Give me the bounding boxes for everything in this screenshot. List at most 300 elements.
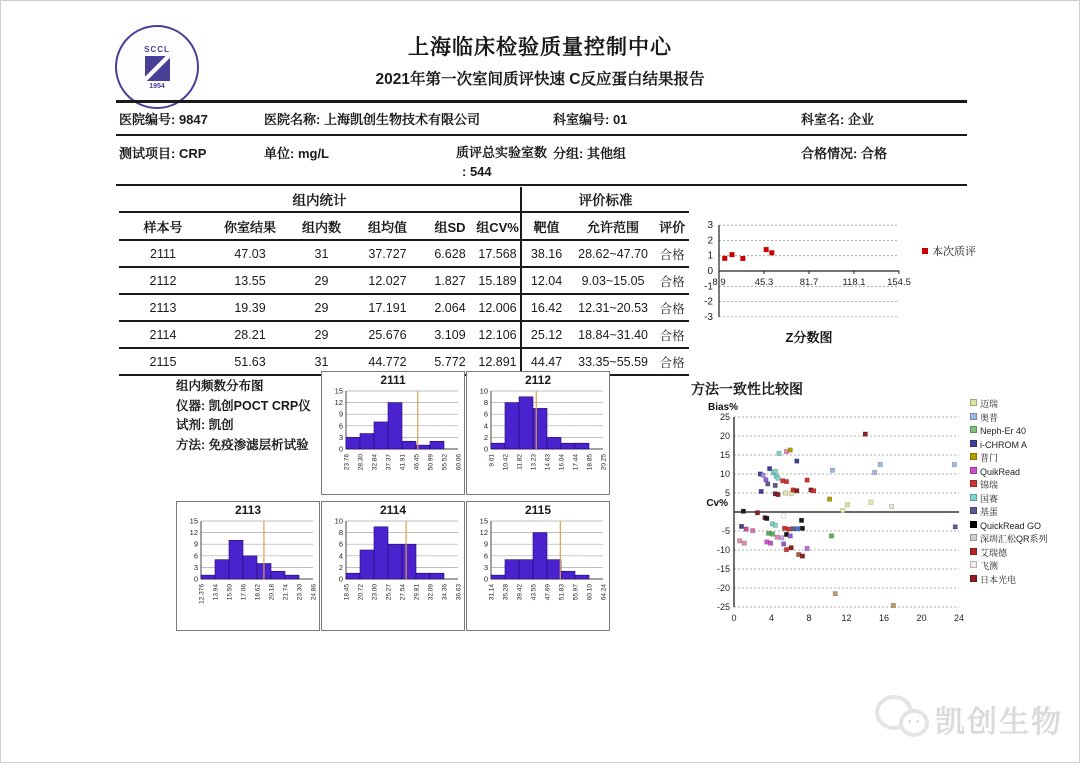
table-row — [119, 321, 689, 348]
svg-text:10: 10 — [719, 469, 730, 479]
method-point — [781, 514, 785, 518]
legend-label: 锦瑞 — [980, 480, 999, 490]
histogram-bar — [561, 443, 575, 449]
svg-text:16: 16 — [878, 613, 890, 623]
method-point — [788, 534, 792, 538]
svg-text:18.62: 18.62 — [254, 584, 262, 601]
method-point — [830, 468, 834, 472]
zscore-chart — [694, 209, 1004, 364]
info-test-item: 测试项目: CRP — [119, 146, 207, 161]
histogram-bar — [271, 571, 285, 579]
svg-text:15: 15 — [334, 387, 343, 396]
svg-text:6: 6 — [483, 409, 488, 419]
svg-text:3: 3 — [338, 432, 343, 442]
table-column-header: 评价 — [655, 212, 689, 240]
legend-item — [970, 413, 1054, 425]
svg-text:47.69: 47.69 — [544, 584, 552, 601]
table-cell: 25.676 — [350, 321, 425, 348]
table-cell: 29 — [293, 267, 350, 294]
zscore-point — [764, 247, 769, 252]
method-point — [833, 592, 837, 596]
svg-text:12.376: 12.376 — [198, 584, 206, 604]
svg-text:-3: -3 — [704, 311, 713, 323]
svg-text:10: 10 — [479, 387, 488, 396]
svg-text:17.44: 17.44 — [572, 454, 580, 471]
method-point — [800, 554, 804, 558]
table-column-header: 组均值 — [350, 212, 425, 240]
watermark-text: 凯创生物 — [935, 706, 1063, 739]
legend-item — [970, 507, 1054, 519]
svg-text:51.83: 51.83 — [558, 584, 566, 601]
svg-text:3: 3 — [707, 220, 713, 232]
histogram-bar — [547, 437, 561, 449]
svg-text:2: 2 — [338, 562, 343, 572]
method-point — [741, 509, 745, 513]
svg-text:23.30: 23.30 — [296, 584, 304, 601]
method-point — [784, 547, 788, 551]
legend-label: 国赛 — [980, 493, 999, 504]
legend-marker-icon — [970, 561, 977, 568]
method-point — [863, 432, 867, 436]
wechat-logo-icon — [873, 689, 931, 745]
svg-text:21.74: 21.74 — [282, 584, 290, 601]
histogram-title: 2113 — [234, 503, 262, 517]
method-point — [776, 476, 780, 480]
svg-text:13.94: 13.94 — [212, 584, 220, 601]
svg-text:8: 8 — [338, 528, 343, 538]
table-cell: 19.39 — [207, 294, 293, 321]
legend-label: 深圳汇松QR系列 — [980, 534, 1048, 544]
histogram-bar — [374, 527, 388, 579]
method-point — [764, 478, 768, 482]
svg-text:8: 8 — [806, 613, 812, 623]
table-cell: 18.84~31.40 — [571, 321, 655, 348]
svg-text:60.10: 60.10 — [586, 584, 594, 601]
table-cell: 29 — [293, 294, 350, 321]
svg-text:11.82: 11.82 — [516, 454, 524, 470]
legend-label: Neph-Er 40 — [980, 426, 1027, 436]
svg-text:12: 12 — [479, 528, 488, 538]
org-logo-year: 1954 — [149, 82, 165, 90]
legend-marker-icon — [970, 480, 977, 487]
method-point — [739, 524, 743, 528]
histogram-bar — [505, 403, 519, 449]
histogram-bar — [491, 443, 505, 449]
report-title: 上海临床检验质量控制中心 — [408, 36, 672, 59]
svg-text:31.14: 31.14 — [488, 584, 496, 601]
divider-line — [116, 134, 967, 136]
method-point — [781, 542, 785, 546]
histogram-bar — [402, 441, 416, 449]
table-cell: 16.42 — [521, 294, 571, 321]
legend-marker-icon — [970, 440, 977, 447]
report-subtitle: 2021年第一次室间质评快速 C反应蛋白结果报告 — [375, 71, 705, 88]
method-point — [773, 469, 777, 473]
info-lab-count-label: 质评总实验室数 — [456, 145, 548, 160]
svg-text:6: 6 — [483, 551, 488, 561]
histogram-bar — [491, 575, 505, 579]
method-comparison-chart — [694, 399, 1054, 634]
histogram-svg — [322, 387, 462, 495]
histogram-bar — [285, 575, 299, 579]
table-cell: 12.027 — [350, 267, 425, 294]
svg-text:6: 6 — [338, 539, 343, 549]
legend-label: QuickRead GO — [980, 520, 1042, 531]
svg-text:24.86: 24.86 — [310, 584, 317, 601]
method-point — [742, 541, 746, 545]
table-cell: 15.189 — [475, 267, 521, 294]
table-cell: 13.55 — [207, 267, 293, 294]
svg-text:9: 9 — [483, 539, 488, 549]
divider-line — [116, 184, 967, 186]
svg-text:0: 0 — [483, 574, 488, 584]
table-row — [119, 294, 689, 321]
qc-table-body — [119, 240, 689, 375]
table-cell: 合格 — [655, 348, 689, 375]
histogram-bar — [229, 540, 243, 579]
svg-text:154.5: 154.5 — [887, 277, 911, 288]
legend-marker-icon — [970, 521, 977, 528]
svg-text:2: 2 — [707, 235, 713, 247]
histogram-title: 2112 — [524, 373, 552, 387]
histogram-bar — [388, 403, 402, 449]
svg-text:10: 10 — [334, 517, 343, 526]
legend-marker-icon — [970, 426, 977, 433]
method-point — [841, 508, 845, 512]
histogram-bar — [575, 443, 589, 449]
svg-text:10.42: 10.42 — [502, 454, 510, 471]
method-point — [795, 489, 799, 493]
method-point — [789, 546, 793, 550]
histogram-bar — [346, 573, 360, 579]
method-point — [744, 527, 748, 531]
svg-text:46.45: 46.45 — [413, 454, 421, 471]
info-dept-name: 科室名: 企业 — [801, 112, 874, 127]
method-point — [777, 451, 781, 455]
svg-text:37.37: 37.37 — [385, 454, 393, 471]
svg-text:13.23: 13.23 — [530, 454, 538, 471]
table-cell: 25.12 — [521, 321, 571, 348]
table-cell: 17.191 — [350, 294, 425, 321]
table-row — [119, 267, 689, 294]
method-point — [783, 491, 787, 495]
table-cell: 37.727 — [350, 240, 425, 267]
legend-marker-icon — [970, 507, 977, 514]
legend-marker-icon — [970, 548, 977, 555]
histogram-bar — [388, 544, 402, 579]
svg-text:15: 15 — [189, 517, 198, 526]
histogram-svg — [322, 517, 462, 631]
table-cell: 12.106 — [475, 321, 521, 348]
table-cell: 51.63 — [207, 348, 293, 375]
method-chart-svg — [694, 399, 966, 629]
legend-item — [970, 440, 1054, 452]
svg-text:60.06: 60.06 — [455, 454, 462, 471]
freq-info-line: 试剂: 凯创 — [176, 418, 234, 432]
table-cell: 44.47 — [521, 348, 571, 375]
legend-marker-icon — [922, 248, 928, 254]
legend-item — [970, 561, 1054, 573]
table-cell: 12.891 — [475, 348, 521, 375]
svg-text:-20: -20 — [716, 583, 730, 593]
method-point — [791, 527, 795, 531]
method-point — [805, 478, 809, 482]
svg-text:-1: -1 — [704, 281, 713, 293]
svg-text:18.85: 18.85 — [586, 454, 594, 471]
svg-text:0: 0 — [731, 613, 737, 623]
histogram-bar — [430, 573, 444, 579]
info-dept-id: 科室编号: 01 — [553, 112, 628, 127]
method-point — [889, 504, 893, 508]
info-hospital-name: 医院名称: 上海凯创生物技术有限公司 — [264, 112, 480, 127]
svg-text:9: 9 — [338, 409, 343, 419]
svg-text:0: 0 — [338, 574, 343, 584]
legend-item — [970, 467, 1054, 479]
method-point — [784, 479, 788, 483]
svg-text:15: 15 — [479, 517, 488, 526]
freq-info-line: 方法: 免疫渗滤层析试验 — [176, 437, 309, 452]
zscore-legend-label: 本次质评 — [932, 246, 976, 258]
method-point — [773, 483, 777, 487]
table-cell: 合格 — [655, 240, 689, 267]
histogram-title: 2115 — [524, 503, 552, 517]
table-cell: 47.03 — [207, 240, 293, 267]
svg-text:12: 12 — [189, 528, 198, 538]
svg-text:4: 4 — [768, 613, 775, 623]
chat-bubble-icon — [899, 709, 929, 737]
method-point — [872, 470, 876, 474]
table-cell: 合格 — [655, 321, 689, 348]
method-point — [737, 539, 741, 543]
table-column-header-row — [119, 212, 689, 240]
histogram-2114 — [321, 501, 465, 631]
table-row — [119, 240, 689, 267]
histogram-bar — [201, 575, 215, 579]
legend-label: 基蛋 — [980, 507, 999, 517]
method-point — [805, 546, 809, 550]
histogram-bar — [561, 571, 575, 579]
histogram-bar — [243, 556, 257, 579]
legend-marker-icon — [970, 399, 977, 406]
svg-text:0: 0 — [707, 266, 713, 277]
legend-marker-icon — [970, 453, 977, 460]
svg-text:20: 20 — [916, 613, 927, 623]
table-cell: 38.16 — [521, 240, 571, 267]
svg-text:118.1: 118.1 — [842, 277, 866, 288]
table-column-header: 组CV% — [475, 212, 521, 240]
method-point — [869, 500, 873, 504]
method-point — [770, 532, 774, 536]
table-cell: 2114 — [119, 321, 207, 348]
divider-line — [116, 100, 967, 103]
table-cell: 9.03~15.05 — [571, 267, 655, 294]
table-cell: 28.21 — [207, 321, 293, 348]
histogram-svg — [467, 387, 607, 495]
method-y0label: Cv% — [706, 498, 728, 509]
legend-marker-icon — [970, 413, 977, 420]
svg-text:32.09: 32.09 — [427, 584, 435, 601]
svg-text:35.28: 35.28 — [502, 584, 510, 601]
method-point — [827, 497, 831, 501]
svg-text:-5: -5 — [721, 526, 730, 536]
legend-marker-icon — [970, 494, 977, 501]
method-point — [799, 518, 803, 522]
legend-label: QuikRead — [980, 466, 1021, 477]
table-cell: 5.772 — [425, 348, 475, 375]
legend-item — [970, 521, 1054, 533]
method-point — [773, 523, 777, 527]
svg-text:39.42: 39.42 — [516, 584, 524, 601]
table-cell: 17.568 — [475, 240, 521, 267]
svg-text:20.25: 20.25 — [600, 454, 607, 471]
method-point — [766, 482, 770, 486]
method-point — [878, 462, 882, 466]
table-cell: 3.109 — [425, 321, 475, 348]
table-cell: 合格 — [655, 267, 689, 294]
svg-text:4: 4 — [483, 421, 488, 431]
method-chart-legend — [970, 399, 1054, 588]
method-point — [796, 527, 800, 531]
svg-text:1: 1 — [707, 250, 713, 262]
info-hospital-id: 医院编号: 9847 — [119, 112, 208, 127]
histogram-svg — [467, 517, 607, 631]
zscore-chart-svg — [694, 209, 1004, 364]
svg-text:32.84: 32.84 — [371, 454, 379, 471]
method-point — [788, 448, 792, 452]
method-point — [952, 462, 956, 466]
method-point — [768, 541, 772, 545]
table-column-header: 组SD — [425, 212, 475, 240]
svg-text:23.00: 23.00 — [371, 584, 379, 601]
info-unit: 单位: mg/L — [264, 146, 329, 161]
svg-text:14.63: 14.63 — [544, 454, 552, 471]
histogram-bar — [416, 573, 430, 579]
svg-text:8.9: 8.9 — [712, 277, 726, 288]
table-cell: 2.064 — [425, 294, 475, 321]
method-chart-title: 方法一致性比较图 — [691, 381, 803, 397]
histogram-title: 2114 — [379, 503, 407, 517]
legend-marker-icon — [970, 467, 977, 474]
histogram-bar — [519, 397, 533, 449]
method-point — [829, 534, 833, 538]
svg-text:25.27: 25.27 — [385, 584, 393, 601]
method-point — [751, 528, 755, 532]
table-group-header: 组内统计 — [119, 187, 521, 212]
svg-text:43.55: 43.55 — [530, 584, 538, 601]
table-cell: 合格 — [655, 294, 689, 321]
svg-text:28.30: 28.30 — [357, 454, 365, 471]
table-group-header: 评价标准 — [521, 187, 689, 212]
svg-text:-15: -15 — [716, 564, 730, 574]
table-column-header: 样本号 — [119, 212, 207, 240]
svg-text:16.04: 16.04 — [558, 454, 566, 471]
svg-text:20: 20 — [719, 431, 730, 441]
zscore-point — [729, 252, 734, 257]
table-cell: 33.35~55.59 — [571, 348, 655, 375]
table-column-header: 靶值 — [521, 212, 571, 240]
watermark — [873, 687, 1073, 751]
histogram-bar — [374, 422, 388, 449]
svg-text:3: 3 — [483, 562, 488, 572]
legend-label: 奥普 — [980, 412, 999, 423]
qc-table-head — [119, 187, 689, 240]
table-cell: 31 — [293, 348, 350, 375]
method-chart-plot — [694, 399, 966, 634]
freq-info-line: 组内频数分布图 — [176, 379, 264, 393]
svg-text:41.91: 41.91 — [399, 454, 407, 471]
histogram-2111 — [321, 371, 465, 495]
svg-text:29.81: 29.81 — [413, 584, 421, 601]
org-logo-acronym: SCCL — [144, 44, 170, 54]
histogram-bar — [360, 434, 374, 449]
svg-text:6: 6 — [338, 421, 343, 431]
histogram-bar — [533, 408, 547, 449]
histogram-title: 2111 — [380, 373, 406, 387]
freq-info-line: 仪器: 凯创POCT CRP仪 — [176, 398, 311, 413]
freq-distribution-info — [176, 377, 336, 455]
svg-text:34.36: 34.36 — [441, 584, 449, 601]
method-point — [776, 492, 780, 496]
svg-text:17.06: 17.06 — [240, 584, 248, 601]
histogram-2112 — [466, 371, 610, 495]
table-cell: 2113 — [119, 294, 207, 321]
legend-item — [970, 399, 1054, 411]
histogram-bar — [430, 441, 444, 449]
legend-label: 日本光电 — [980, 574, 1017, 585]
svg-text:36.63: 36.63 — [455, 584, 462, 601]
svg-text:0: 0 — [483, 444, 488, 454]
legend-item — [970, 480, 1054, 492]
legend-item — [970, 575, 1054, 587]
table-cell: 31 — [293, 240, 350, 267]
svg-text:4: 4 — [338, 551, 343, 561]
method-point — [786, 527, 790, 531]
table-cell: 12.006 — [475, 294, 521, 321]
svg-text:45.3: 45.3 — [754, 277, 774, 288]
method-point — [845, 503, 849, 507]
method-point — [891, 603, 895, 607]
method-point — [780, 536, 784, 540]
histogram-bar — [215, 560, 229, 579]
svg-text:12: 12 — [334, 398, 343, 408]
legend-marker-icon — [970, 575, 977, 582]
histogram-svg — [177, 517, 317, 631]
info-lab-count — [456, 143, 547, 181]
svg-text:23.76: 23.76 — [343, 454, 351, 471]
table-cell: 2112 — [119, 267, 207, 294]
legend-label: 飞测 — [980, 561, 999, 571]
legend-item — [970, 453, 1054, 465]
table-column-header: 允许范围 — [571, 212, 655, 240]
legend-label: 迈瑞 — [980, 399, 999, 409]
histogram-bar — [346, 437, 360, 449]
qc-results-table — [119, 187, 689, 376]
histogram-bar — [402, 544, 416, 579]
svg-text:0: 0 — [193, 574, 198, 584]
legend-label: i-CHROM A — [980, 439, 1027, 450]
legend-item — [970, 534, 1054, 546]
method-point — [795, 459, 799, 463]
method-ylabel: Bias% — [708, 402, 739, 413]
svg-text:27.54: 27.54 — [399, 584, 407, 601]
histogram-bar — [533, 533, 547, 579]
histogram-bar — [519, 560, 533, 579]
histogram-bar — [547, 560, 561, 579]
legend-marker-icon — [970, 534, 977, 541]
svg-text:-2: -2 — [704, 296, 713, 308]
table-column-header: 组内数 — [293, 212, 350, 240]
svg-text:2: 2 — [483, 432, 488, 442]
